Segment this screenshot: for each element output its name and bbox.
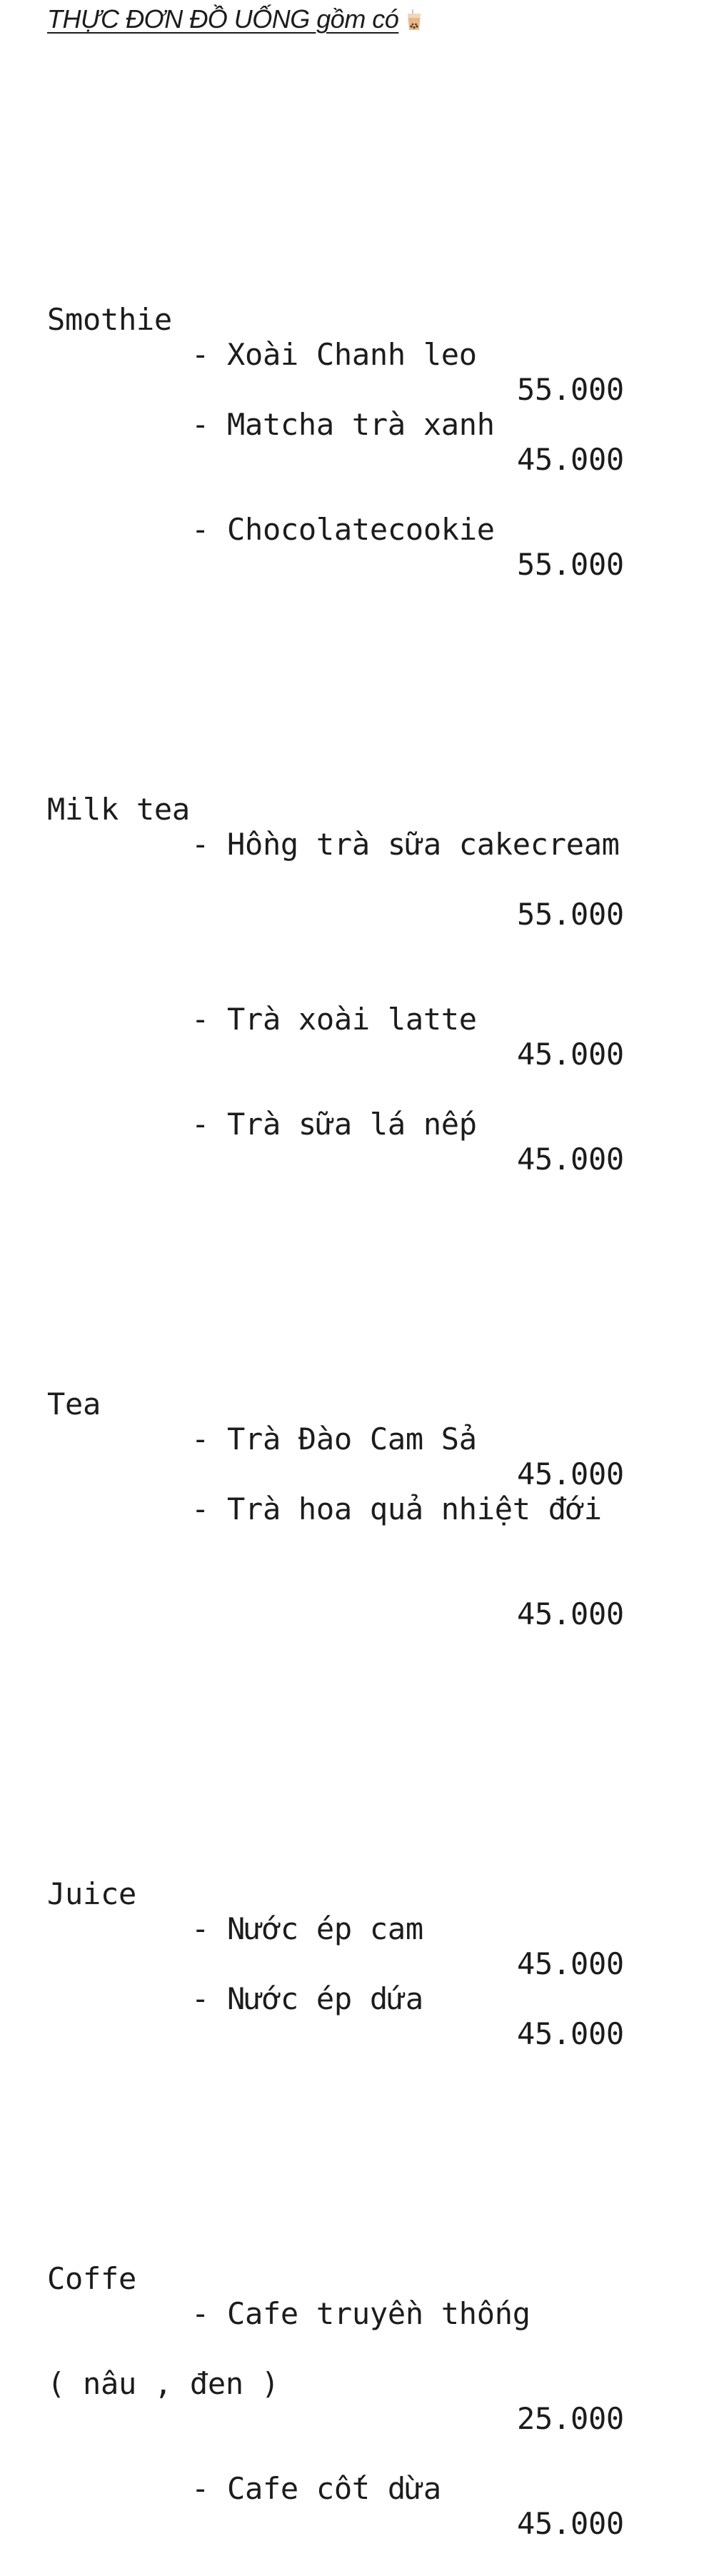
item-name: - Xoài Chanh leo bbox=[191, 337, 477, 372]
category-coffee: Coffe bbox=[47, 2261, 136, 2296]
item-price: 55.000 bbox=[517, 372, 624, 407]
menu-row bbox=[47, 1841, 624, 1981]
item-price: 45.000 bbox=[517, 2016, 624, 2051]
item-name: - Cafe truyền thống bbox=[191, 2296, 531, 2331]
category-coffee-note: ( nâu , đen ) bbox=[47, 2366, 279, 2401]
bubble-tea-icon bbox=[407, 9, 421, 31]
item-price: 45.000 bbox=[517, 1946, 624, 1981]
item-name: - Nước ép cam bbox=[191, 1911, 423, 1946]
item-name: - Trà sữa lá nếp bbox=[191, 1107, 477, 1142]
menu-row bbox=[47, 967, 624, 1072]
item-price: 45.000 bbox=[517, 1596, 624, 1631]
category-juice: Juice bbox=[47, 1876, 136, 1911]
category-tea: Tea bbox=[47, 1387, 101, 1422]
menu-title-text: THỰC ĐƠN ĐỒ UỐNG gồm có bbox=[47, 4, 399, 34]
item-price: 25.000 bbox=[517, 2401, 624, 2436]
menu-row bbox=[47, 757, 620, 862]
category-smoothie: Smothie bbox=[47, 302, 172, 337]
item-name: - Chocolatecookie bbox=[191, 512, 495, 547]
item-price: 45.000 bbox=[517, 1037, 624, 1072]
item-name: - Trà hoa quả nhiệt đới bbox=[191, 1491, 602, 1526]
item-name: - Cafe cốt dừa bbox=[191, 2471, 441, 2506]
menu-row bbox=[47, 862, 624, 932]
item-price: 45.000 bbox=[517, 2506, 624, 2541]
menu-row bbox=[47, 2226, 531, 2331]
item-name: - Hồng trà sữa cakecream bbox=[191, 827, 620, 862]
item-price: 45.000 bbox=[517, 1456, 624, 1491]
menu-title bbox=[47, 4, 431, 34]
menu-row bbox=[47, 477, 624, 582]
item-name: - Nước ép dứa bbox=[191, 1981, 423, 2016]
item-name: - Trà xoài latte bbox=[191, 1002, 477, 1037]
item-price: 45.000 bbox=[517, 442, 624, 477]
item-price: 55.000 bbox=[517, 547, 624, 582]
menu-row bbox=[47, 2436, 624, 2541]
menu-row bbox=[47, 1946, 624, 2051]
drink-menu bbox=[47, 127, 624, 2541]
item-name: - Trà Đào Cam Sả bbox=[191, 1422, 477, 1456]
menu-row bbox=[47, 2331, 624, 2436]
item-name: - Matcha trà xanh bbox=[191, 407, 495, 442]
item-price: 55.000 bbox=[517, 897, 624, 932]
menu-row bbox=[47, 1561, 624, 1631]
item-price: 45.000 bbox=[517, 1142, 624, 1177]
category-milk-tea: Milk tea bbox=[47, 792, 190, 827]
menu-row bbox=[47, 1352, 624, 1491]
menu-row bbox=[47, 1072, 624, 1177]
menu-row bbox=[47, 267, 624, 407]
section-gap bbox=[47, 1666, 119, 1701]
